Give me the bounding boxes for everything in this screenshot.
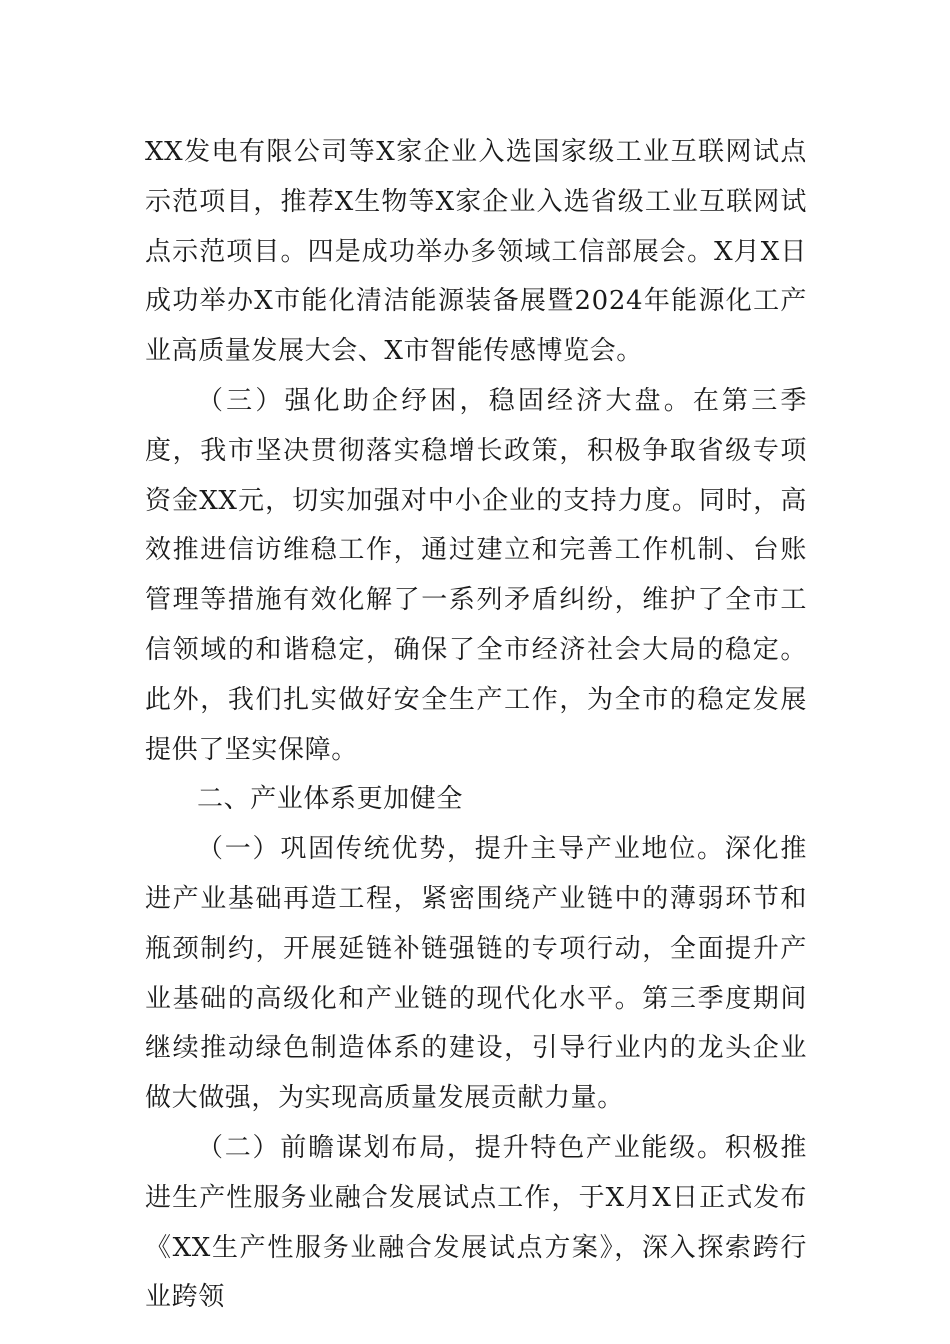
paragraph-traditional-advantages: （一）巩固传统优势，提升主导产业地位。深化推进产业基础再造工程，紧密围绕产业链中的薄弱环节和瓶颈制约，开展延链补链强链的专项行动，全面提升产业基础的高级化和产业链的现代化水平。第三季度期间继续推动绿色制造体系的建设，引导行业内的龙头企业做大做强，为实现高质量发展贡献力量。 [145, 834, 807, 1114]
section-heading-industry-system: 二、产业体系更加健全 [197, 784, 464, 815]
paragraph-characteristic-industries: （二）前瞻谋划布局，提升特色产业能级。积极推进生产性服务业融合发展试点工作，于X月X日正式发布《XX生产性服务业融合发展试点方案》，深入探索跨行业跨领 [145, 1132, 807, 1313]
paragraph-assist-enterprises: （三）强化助企纾困，稳固经济大盘。在第三季度，我市坚决贯彻落实稳增长政策，积极争取省级专项资金XX元，切实加强对中小企业的支持力度。同时，高效推进信访维稳工作，通过建立和完善工作机制、台账管理等措施有效化解了一系列矛盾纠纷，维护了全市工信领域的和谐稳定，确保了全市经济社会大局的稳定。此外，我们扎实做好安全生产工作，为全市的稳定发展提供了坚实保障。 [145, 385, 807, 765]
document-body [145, 128, 807, 1323]
paragraph-continuation: XX发电有限公司等X家企业入选国家级工业互联网试点示范项目，推荐X生物等X家企业入选省级工业互联网试点示范项目。四是成功举办多领域工信部展会。X月X日成功举办X市能化清洁能源装备展暨2024年能源化工产业高质量发展大会、X市智能传感博览会。 [145, 137, 807, 367]
